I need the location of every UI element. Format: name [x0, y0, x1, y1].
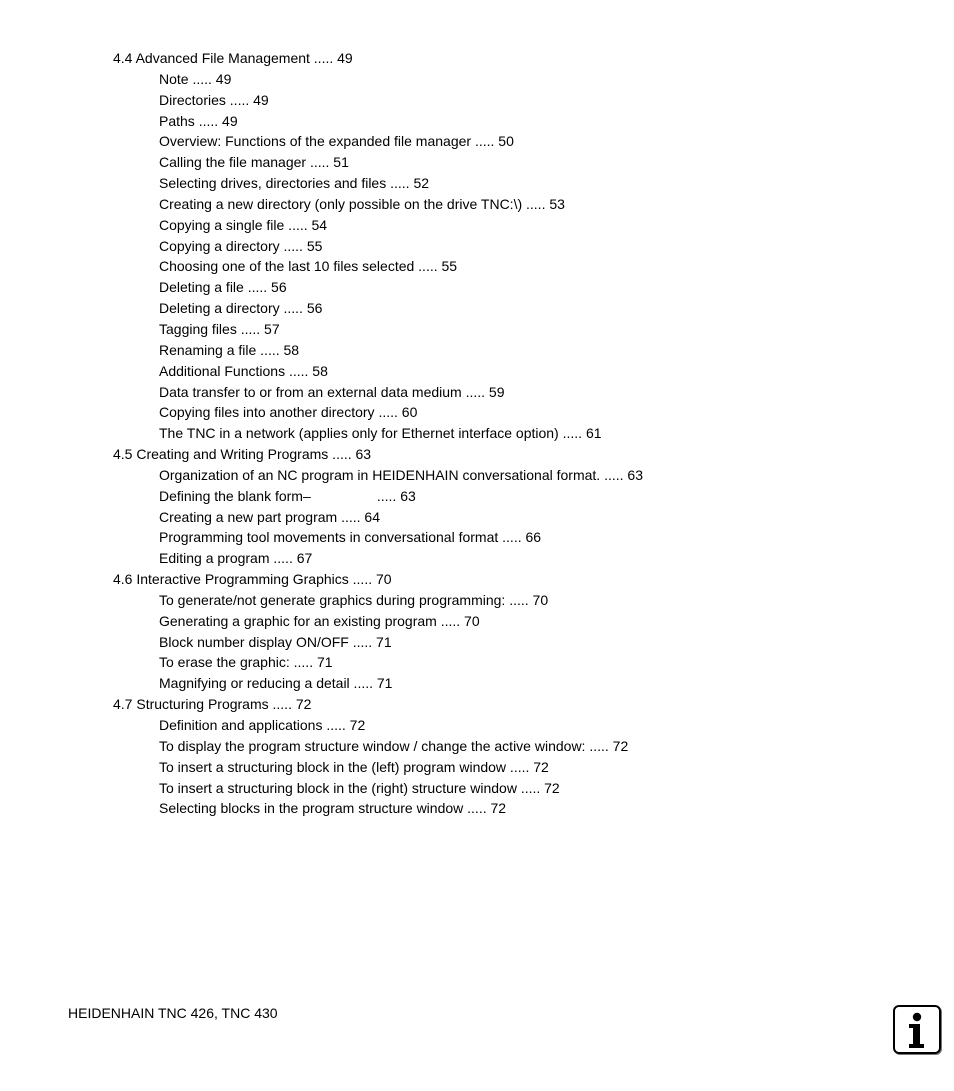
toc-subsection-entry: Renaming a file ..... 58	[159, 341, 300, 358]
toc-subsection-entry: To erase the graphic: ..... 71	[159, 654, 333, 671]
toc-subsection-entry: The TNC in a network (applies only for Ethernet interface option) ..... 61	[159, 425, 602, 442]
toc-subsection-entry: Data transfer to or from an external data medium ..... 59	[159, 383, 505, 400]
toc-subsection-entry: Definition and applications ..... 72	[159, 717, 366, 733]
toc-subsection-entry: Additional Functions ..... 58	[159, 362, 328, 379]
toc-subsection-entry: Copying files into another directory ..... 60	[159, 404, 418, 421]
toc-subsection-entry: Deleting a directory ..... 56	[159, 300, 323, 317]
toc-subsection-entry: Defining the blank form– ..... 63	[159, 487, 416, 504]
toc-subsection-entry: Paths ..... 49	[159, 112, 238, 129]
toc-subsection-entry: To insert a structuring block in the (left) program window ..... 72	[159, 758, 549, 775]
toc-subsection-entry: Tagging files ..... 57	[159, 320, 280, 337]
toc-subsection-entry: Organization of an NC program in HEIDENHAIN conversational format. ..... 63	[159, 466, 643, 483]
toc-section-entry: 4.7 Structuring Programs ..... 72	[113, 696, 312, 713]
toc-section-entry: 4.6 Interactive Programming Graphics ..... 70	[113, 571, 392, 588]
toc-subsection-entry: Directories ..... 49	[159, 91, 269, 108]
toc-subsection-entry: Choosing one of the last 10 files selected ..... 55	[159, 258, 458, 275]
toc-subsection-entry: Copying a single file ..... 54	[159, 216, 328, 233]
toc-subsection-entry: To display the program structure window / change the active window: ..... 72	[159, 737, 629, 754]
toc-subsection-entry: Overview: Functions of the expanded file manager ..... 50	[159, 133, 514, 150]
toc-subsection-entry: Editing a program ..... 67	[159, 550, 313, 567]
toc-subsection-entry: To insert a structuring block in the (right) structure window ..... 72	[159, 779, 560, 796]
toc-subsection-entry: Calling the file manager ..... 51	[159, 154, 349, 171]
toc-subsection-entry: Creating a new part program ..... 64	[159, 508, 380, 525]
toc-subsection-entry: To generate/not generate graphics during programming: ..... 70	[159, 591, 549, 608]
table-of-contents	[0, 48, 954, 819]
toc-subsection-entry: Selecting blocks in the program structure window ..... 72	[159, 800, 507, 817]
toc-section-entry: 4.5 Creating and Writing Programs ..... 63	[113, 446, 372, 463]
toc-subsection-entry: Generating a graphic for an existing program ..... 70	[159, 612, 480, 629]
toc-subsection-entry: Copying a directory ..... 55	[159, 237, 323, 254]
toc-subsection-entry: Note ..... 49	[159, 70, 232, 87]
toc-subsection-entry: Selecting drives, directories and files ..... 52	[159, 175, 430, 192]
footer-product-name: HEIDENHAIN TNC 426, TNC 430	[68, 1005, 278, 1021]
toc-subsection-entry: Magnifying or reducing a detail ..... 71	[159, 675, 393, 692]
info-icon	[893, 1005, 941, 1054]
toc-subsection-entry: Creating a new directory (only possible on the drive TNC:\) ..... 53	[159, 195, 565, 212]
toc-section-entry: 4.4 Advanced File Management ..... 49	[113, 50, 353, 66]
toc-subsection-entry: Deleting a file ..... 56	[159, 279, 287, 296]
toc-subsection-entry: Block number display ON/OFF ..... 71	[159, 633, 392, 650]
toc-subsection-entry: Programming tool movements in conversational format ..... 66	[159, 529, 542, 546]
